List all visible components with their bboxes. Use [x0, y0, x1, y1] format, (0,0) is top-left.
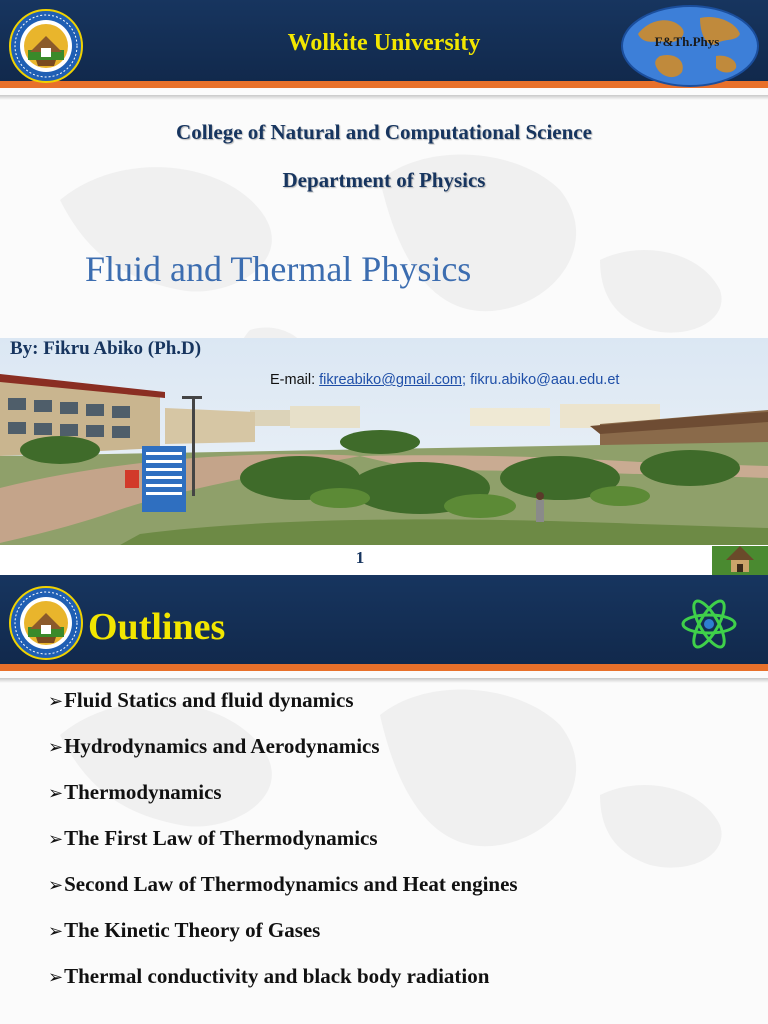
email-link-primary[interactable]: fikreabiko@gmail.com: [319, 372, 463, 388]
list-item: ➢The First Law of Thermodynamics: [48, 826, 378, 850]
hut-icon: [712, 540, 768, 576]
arrowhead-bullet-icon: ➢: [48, 967, 64, 988]
arrowhead-bullet-icon: ➢: [48, 737, 64, 758]
atom-icon: [680, 597, 738, 651]
arrowhead-bullet-icon: ➢: [48, 875, 64, 896]
arrowhead-bullet-icon: ➢: [48, 829, 64, 850]
college-name: College of Natural and Computational Science: [176, 120, 592, 144]
outline-list: [48, 688, 518, 1010]
department-name: Department of Physics: [282, 168, 486, 192]
page-number: 1: [355, 548, 365, 567]
list-item: ➢Thermodynamics: [48, 780, 222, 804]
email-row: [270, 372, 619, 388]
list-item: ➢Fluid Statics and fluid dynamics: [48, 688, 354, 712]
slide-title: Outlines: [88, 606, 226, 648]
arrowhead-bullet-icon: ➢: [48, 921, 64, 942]
author-byline: By: Fikru Abiko (Ph.D): [10, 338, 202, 359]
header-shadow: [0, 95, 768, 100]
outlines-slide: [0, 575, 768, 1024]
list-item: ➢The Kinetic Theory of Gases: [48, 918, 321, 942]
email-label: E-mail:: [270, 372, 320, 388]
arrowhead-bullet-icon: ➢: [48, 783, 64, 804]
slide-gap: [0, 545, 768, 575]
course-badge: F&Th.Phys: [654, 34, 720, 49]
email-separator: ;: [462, 372, 467, 388]
university-seal-icon: [8, 585, 84, 661]
header-shadow: [0, 678, 768, 683]
list-item: ➢Second Law of Thermodynamics and Heat engines: [48, 872, 518, 896]
campus-photo: [0, 338, 768, 545]
list-item: ➢Thermal conductivity and black body radiation: [48, 964, 490, 988]
university-name: Wolkite University: [287, 30, 481, 56]
arrowhead-bullet-icon: ➢: [48, 691, 64, 712]
email-secondary: fikru.abiko@aau.edu.et: [466, 372, 620, 388]
course-title: Fluid and Thermal Physics: [85, 249, 472, 289]
list-item: ➢Hydrodynamics and Aerodynamics: [48, 734, 380, 758]
